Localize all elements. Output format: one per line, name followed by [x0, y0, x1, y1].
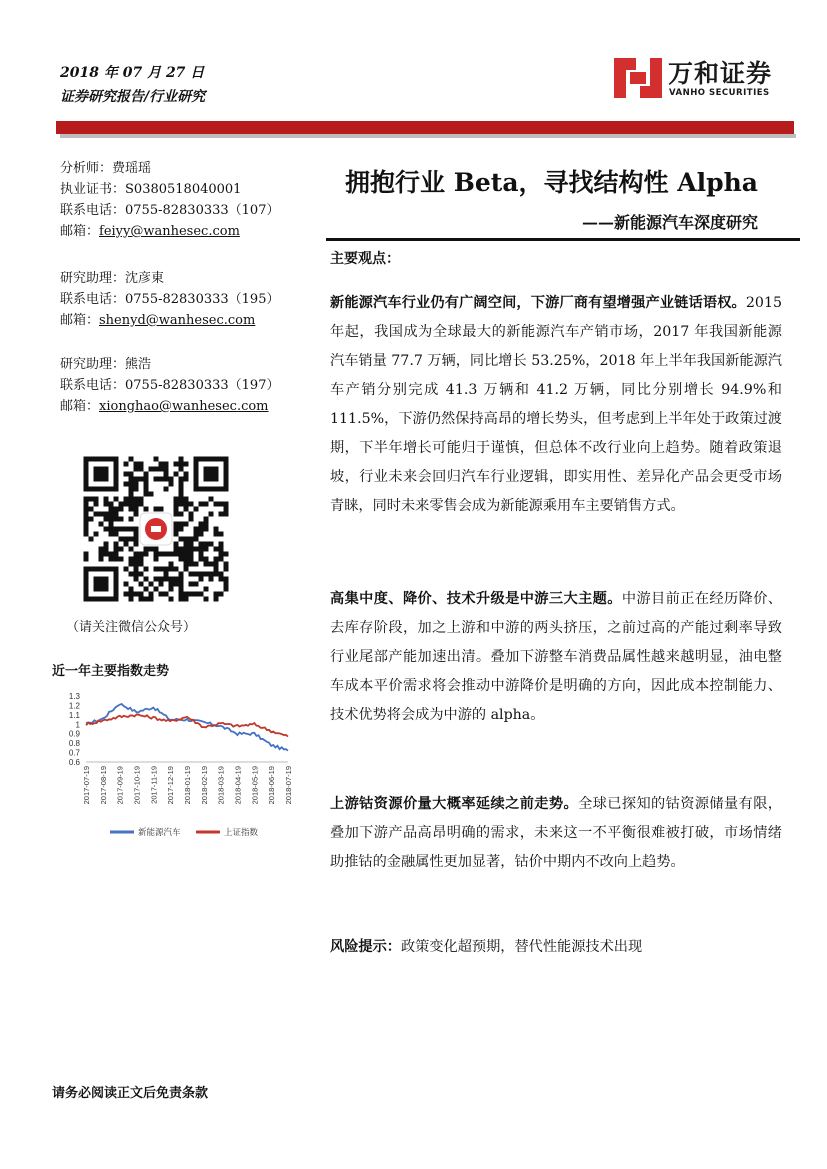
series-line-1 — [86, 704, 288, 751]
wechat-qr-code — [70, 454, 242, 604]
logo-name-cn: 万和证券 — [668, 59, 773, 88]
chart-title: 近一年主要指数走势 — [52, 664, 170, 679]
x-tick-label: 2017-07-19 — [82, 766, 91, 805]
disclaimer-note: 请务必阅读正文后免责条款 — [52, 1086, 209, 1101]
x-tick-label: 2018-03-19 — [216, 766, 226, 805]
y-tick-label: 1.3 — [68, 692, 80, 701]
x-tick-label: 2018-07-19 — [284, 766, 293, 805]
x-tick-label: 2018-05-19 — [250, 766, 260, 805]
report-title: 拥抱行业 Beta，寻找结构性 Alpha — [345, 168, 758, 197]
y-tick-label: 0.7 — [68, 748, 80, 758]
report-type: 证券研究报告/行业研究 — [60, 89, 206, 105]
y-tick-label: 1.2 — [68, 701, 80, 711]
x-tick-label: 2017-08-19 — [98, 766, 108, 805]
header-bar-shadow — [60, 134, 796, 138]
assistant-1-email-link[interactable]: shenyd@wanhesec.com — [99, 313, 256, 328]
x-tick-label: 2018-02-19 — [199, 766, 209, 805]
legend-label: 新能源汽车 — [138, 828, 181, 838]
assistant-2-email-link[interactable]: xionghao@wanhesec.com — [99, 399, 269, 414]
qr-caption: （请关注微信公众号） — [66, 620, 197, 635]
assistant-contact-2: 研究助理：熊浩 联系电话：0755-82830333（197） 邮箱：xionghao@wanhesec.com — [60, 357, 280, 414]
paragraph-upstream: 上游钴资源价量大概率延续之前走势。全球已探知的钴资源储量有限，叠加下游产品高昂明确的需求，未来这一不平衡很难被打破，市场情绪助推钴的金融属性更加显著，钴价中期内不改向上趋势。 — [330, 796, 782, 870]
y-tick-label: 0.8 — [68, 739, 80, 749]
series-line-2 — [86, 714, 288, 736]
index-trend-chart — [48, 684, 298, 844]
legend-label: 上证指数 — [224, 828, 259, 838]
x-tick-label: 2017-09-19 — [115, 766, 125, 805]
x-tick-label: 2017-10-19 — [132, 766, 142, 805]
assistant-contact-1: 研究助理：沈彦東 联系电话：0755-82830333（195） 邮箱：shenyd@wanhesec.com — [60, 271, 280, 328]
report-date: 2018 年 07 月 27 日 — [60, 65, 205, 81]
x-tick-label: 2017-11-19 — [149, 766, 159, 804]
company-logo — [612, 52, 782, 104]
y-tick-label: 0.9 — [68, 729, 80, 739]
x-tick-label: 2018-06-19 — [267, 766, 277, 805]
analyst-email-link[interactable]: feiyy@wanhesec.com — [99, 224, 240, 239]
chart-svg — [48, 684, 298, 844]
paragraph-downstream: 新能源汽车行业仍有广阔空间，下游厂商有望增强产业链话语权。2015 年起，我国成为全球最大的新能源汽车产销市场，2017 年我国新能源汽车销量 77.7 万辆，同比增长 53.25%，2018 年上半年我国新能源汽车产销分别完成 41.3 万辆和 41.2 万辆，同比分别增长 94.9%和 111.5%，下游仍然保持高昂的增长势头，但考虑到上半年处于政策过渡期，下半年增长可能归于谨慎，但总体不改行业向上趋势。随着政策退坡，行业未来会回归汽车行业逻辑，即实用性、差异化产品会更受市场青睐，同时未来零售会成为新能源乘用车主要销售方式。 — [330, 295, 782, 514]
qr-code-icon — [70, 454, 242, 604]
x-tick-label: 2018-01-19 — [183, 766, 192, 805]
y-tick-label: 0.6 — [68, 758, 80, 767]
paragraph-risk: 风险提示：政策变化超预期，替代性能源技术出现 — [330, 939, 643, 955]
section-heading: 主要观点： — [330, 251, 400, 267]
y-tick-label: 1.1 — [68, 710, 80, 720]
x-tick-label: 2017-12-19 — [166, 766, 176, 805]
x-tick-label: 2018-04-19 — [233, 766, 243, 805]
report-subtitle: ——新能源汽车深度研究 — [581, 213, 758, 232]
analyst-contact: 分析师：费瑶瑶 执业证书：S0380518040001 联系电话：0755-82830333（107） 邮箱：feiyy@wanhesec.com — [60, 161, 280, 239]
logo-name-en: VANHO SECURITIES — [669, 88, 770, 98]
paragraph-midstream: 高集中度、降价、技术升级是中游三大主题。中游目前正在经历降价、去库存阶段，加之上游和中游的两头挤压，之前过高的产能过剩率导致行业尾部产能加速出清。叠加下游整车消费品属性越来越明显，油电整车成本平价需求将会推动中游降价是明确的方向，因此成本控制能力、技术优势将会成为中游的 alpha。 — [330, 591, 782, 723]
header-red-bar — [56, 121, 794, 134]
vanho-logo-icon — [612, 52, 664, 104]
y-tick-label: 1 — [75, 720, 80, 730]
title-divider — [326, 238, 800, 241]
